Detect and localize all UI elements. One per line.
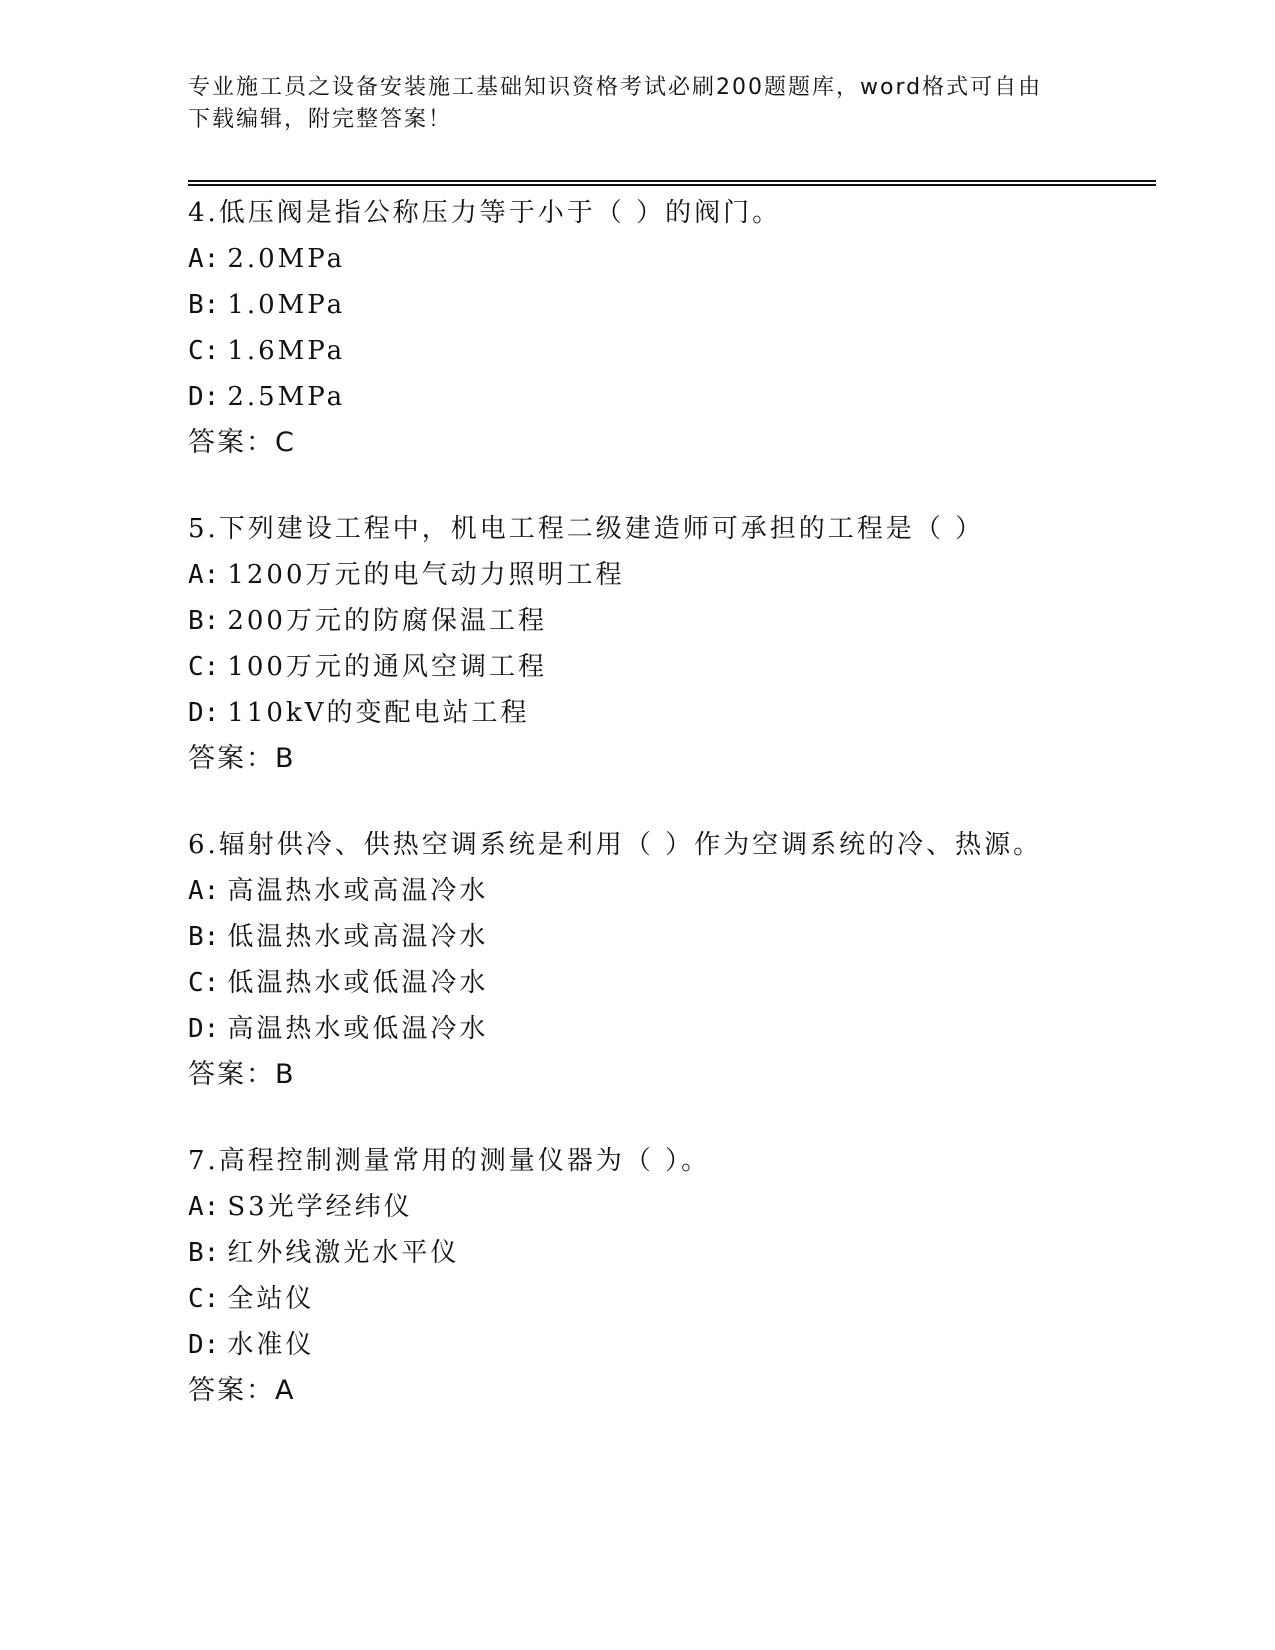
- header-line-2: 下载编辑，附完整答案！: [188, 107, 453, 132]
- option-text: 2.0MPa: [227, 244, 346, 274]
- option-text: 110kV的变配电站工程: [227, 698, 530, 728]
- question-stem: 5.下列建设工程中，机电工程二级建造师可承担的工程是（ ）: [188, 514, 985, 544]
- option-key: A:: [188, 560, 220, 590]
- option-key: C:: [188, 336, 220, 366]
- option-key: D:: [188, 1330, 220, 1360]
- option-d: [188, 374, 1148, 420]
- option-a: [188, 552, 1148, 598]
- header-divider-bottom: [188, 184, 1156, 186]
- option-d: [188, 1322, 1148, 1368]
- question-list: [188, 190, 1148, 1454]
- question-stem: 6.辐射供冷、供热空调系统是利用（ ）作为空调系统的冷、热源。: [188, 830, 1043, 860]
- option-key: A:: [188, 244, 220, 274]
- option-text: 1.0MPa: [227, 290, 346, 320]
- option-text: 高温热水或高温冷水: [227, 876, 489, 906]
- option-key: B:: [188, 922, 220, 952]
- option-b: [188, 914, 1148, 960]
- answer-line: 答案：B: [188, 1059, 296, 1090]
- question-item: [188, 506, 1148, 782]
- question-item: [188, 822, 1148, 1098]
- answer-line: 答案：C: [188, 427, 296, 458]
- option-b: [188, 598, 1148, 644]
- option-text: 2.5MPa: [227, 382, 346, 412]
- option-key: B:: [188, 290, 220, 320]
- option-text: 低温热水或低温冷水: [227, 968, 489, 998]
- option-a: [188, 868, 1148, 914]
- option-key: D:: [188, 698, 220, 728]
- option-d: [188, 690, 1148, 736]
- option-key: C:: [188, 968, 220, 998]
- option-c: [188, 644, 1148, 690]
- option-c: [188, 1276, 1148, 1322]
- question-item: [188, 190, 1148, 466]
- header-line-1: 专业施工员之设备安装施工基础知识资格考试必刷200题题库，word格式可自由: [188, 75, 1043, 100]
- option-text: 100万元的通风空调工程: [227, 652, 547, 682]
- option-text: 全站仪: [227, 1284, 315, 1314]
- answer-line: 答案：A: [188, 1375, 296, 1406]
- option-text: 200万元的防腐保温工程: [227, 606, 547, 636]
- option-c: [188, 328, 1148, 374]
- option-text: 低温热水或高温冷水: [227, 922, 489, 952]
- option-key: D:: [188, 382, 220, 412]
- option-text: 水准仪: [227, 1330, 315, 1360]
- option-text: 1200万元的电气动力照明工程: [227, 560, 625, 590]
- option-d: [188, 1006, 1148, 1052]
- option-key: B:: [188, 606, 220, 636]
- option-a: [188, 1184, 1148, 1230]
- option-b: [188, 282, 1148, 328]
- option-c: [188, 960, 1148, 1006]
- option-text: 红外线激光水平仪: [227, 1238, 460, 1268]
- option-key: C:: [188, 1284, 220, 1314]
- question-stem: 7.高程控制测量常用的测量仪器为（ ）。: [188, 1146, 711, 1176]
- option-key: A:: [188, 876, 220, 906]
- option-key: C:: [188, 652, 220, 682]
- document-header: [188, 72, 1088, 136]
- option-text: 高温热水或低温冷水: [227, 1014, 489, 1044]
- option-key: A:: [188, 1192, 220, 1222]
- option-text: 1.6MPa: [227, 336, 346, 366]
- question-stem: 4.低压阀是指公称压力等于小于（ ）的阀门。: [188, 198, 782, 228]
- question-item: [188, 1138, 1148, 1414]
- option-a: [188, 236, 1148, 282]
- option-key: B:: [188, 1238, 220, 1268]
- option-b: [188, 1230, 1148, 1276]
- option-key: D:: [188, 1014, 220, 1044]
- option-text: S3光学经纬仪: [227, 1192, 413, 1222]
- header-divider-top: [188, 180, 1156, 182]
- answer-line: 答案：B: [188, 743, 296, 774]
